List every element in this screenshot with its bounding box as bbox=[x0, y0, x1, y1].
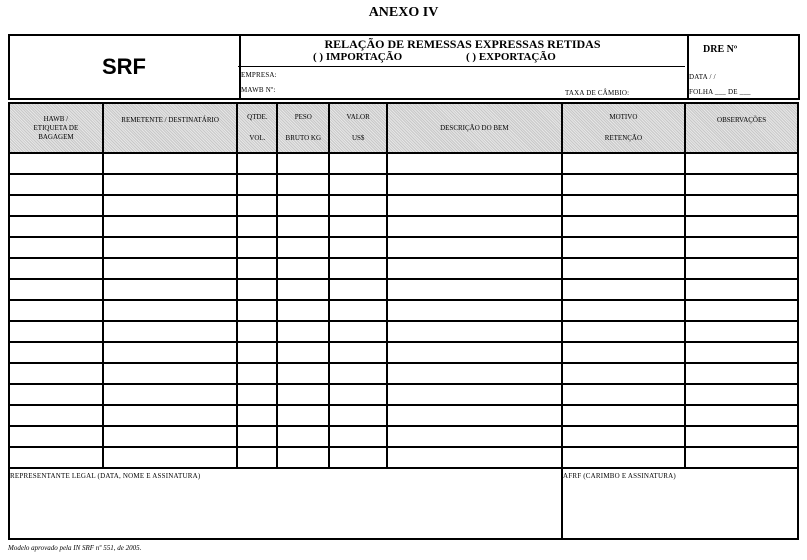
table-cell[interactable] bbox=[277, 279, 329, 300]
legal-representative-label: REPRESENTANTE LEGAL (DATA, NOME E ASSINATURA) bbox=[10, 472, 201, 480]
table-cell[interactable] bbox=[9, 321, 103, 342]
table-cell[interactable] bbox=[9, 174, 103, 195]
table-cell[interactable] bbox=[562, 174, 686, 195]
table-cell[interactable] bbox=[237, 195, 277, 216]
import-option[interactable]: ( ) IMPORTAÇÃO bbox=[313, 51, 403, 63]
table-cell[interactable] bbox=[562, 321, 686, 342]
table-cell[interactable] bbox=[562, 279, 686, 300]
table-row bbox=[9, 447, 798, 468]
table-cell[interactable] bbox=[103, 279, 238, 300]
col-sender-recipient: REMETENTE / DESTINATÁRIO bbox=[103, 103, 238, 153]
table-cell[interactable] bbox=[103, 426, 238, 447]
table-cell[interactable] bbox=[685, 258, 798, 279]
table-cell[interactable] bbox=[562, 363, 686, 384]
footer-note: Modelo aprovado pela IN SRF nº 551, de 2005. bbox=[8, 544, 142, 552]
table-cell[interactable] bbox=[329, 195, 387, 216]
table-cell[interactable] bbox=[685, 321, 798, 342]
table-row bbox=[9, 279, 798, 300]
col-reason: MOTIVO RETENÇÃO bbox=[562, 103, 686, 153]
table-cell[interactable] bbox=[329, 363, 387, 384]
table-row bbox=[9, 258, 798, 279]
table-cell[interactable] bbox=[103, 321, 238, 342]
table-cell[interactable] bbox=[685, 342, 798, 363]
table-cell[interactable] bbox=[685, 363, 798, 384]
table-cell[interactable] bbox=[9, 258, 103, 279]
table-cell[interactable] bbox=[562, 384, 686, 405]
table-cell[interactable] bbox=[387, 321, 561, 342]
table-cell[interactable] bbox=[387, 174, 561, 195]
table-cell[interactable] bbox=[277, 258, 329, 279]
table-cell[interactable] bbox=[277, 426, 329, 447]
page-title: ANEXO IV bbox=[368, 5, 439, 20]
table-cell[interactable] bbox=[237, 300, 277, 321]
export-option[interactable]: ( ) EXPORTAÇÃO bbox=[466, 51, 556, 63]
table-cell[interactable] bbox=[103, 216, 238, 237]
table-cell[interactable] bbox=[387, 426, 561, 447]
table-cell[interactable] bbox=[329, 426, 387, 447]
table-cell[interactable] bbox=[685, 216, 798, 237]
table-row bbox=[9, 237, 798, 258]
table-cell[interactable] bbox=[277, 216, 329, 237]
table-row bbox=[9, 384, 798, 405]
table-cell[interactable] bbox=[685, 405, 798, 426]
table-cell[interactable] bbox=[685, 300, 798, 321]
table-cell[interactable] bbox=[562, 153, 686, 174]
table-cell[interactable] bbox=[9, 279, 103, 300]
table-cell[interactable] bbox=[9, 216, 103, 237]
table-cell[interactable] bbox=[277, 447, 329, 468]
auditor-label: AFRF (CARIMBO E ASSINATURA) bbox=[563, 472, 676, 480]
table-cell[interactable] bbox=[9, 447, 103, 468]
table-cell[interactable] bbox=[237, 279, 277, 300]
table-cell[interactable] bbox=[237, 342, 277, 363]
table-cell[interactable] bbox=[237, 384, 277, 405]
empresa-field[interactable]: EMPRESA: bbox=[241, 71, 277, 79]
table-body bbox=[9, 153, 798, 468]
table-cell[interactable] bbox=[237, 405, 277, 426]
table-cell[interactable] bbox=[329, 405, 387, 426]
table-row bbox=[9, 363, 798, 384]
table-cell[interactable] bbox=[562, 258, 686, 279]
table-cell[interactable] bbox=[562, 195, 686, 216]
dre-number-label: DRE Nº bbox=[703, 44, 738, 55]
table-cell[interactable] bbox=[277, 237, 329, 258]
table-cell[interactable] bbox=[329, 321, 387, 342]
table-cell[interactable] bbox=[685, 174, 798, 195]
table-header-row bbox=[9, 103, 798, 153]
mawb-field[interactable]: MAWB Nº: bbox=[241, 86, 276, 94]
col-value: VALOR US$ bbox=[329, 103, 387, 153]
table-row bbox=[9, 321, 798, 342]
table-cell[interactable] bbox=[9, 237, 103, 258]
table-cell[interactable] bbox=[329, 384, 387, 405]
table-cell[interactable] bbox=[685, 237, 798, 258]
table-cell[interactable] bbox=[9, 300, 103, 321]
table-cell[interactable] bbox=[685, 279, 798, 300]
table-cell[interactable] bbox=[685, 447, 798, 468]
sheet-field[interactable]: FOLHA ___ DE ___ bbox=[689, 88, 751, 96]
col-hawb: HAWB / ETIQUETA DE BAGAGEM bbox=[9, 103, 103, 153]
col-description: DESCRIÇÃO DO BEM bbox=[387, 103, 561, 153]
shipments-table bbox=[8, 102, 799, 469]
table-cell[interactable] bbox=[237, 237, 277, 258]
table-cell[interactable] bbox=[562, 237, 686, 258]
table-cell[interactable] bbox=[562, 300, 686, 321]
table-cell[interactable] bbox=[9, 426, 103, 447]
table-cell[interactable] bbox=[103, 237, 238, 258]
table-cell[interactable] bbox=[9, 195, 103, 216]
table-cell[interactable] bbox=[103, 300, 238, 321]
table-row bbox=[9, 300, 798, 321]
table-cell[interactable] bbox=[277, 153, 329, 174]
col-weight: PESO BRUTO KG bbox=[277, 103, 329, 153]
form-title: RELAÇÃO DE REMESSAS EXPRESSAS RETIDAS bbox=[324, 37, 601, 51]
exchange-rate-field[interactable]: TAXA DE CÂMBIO: bbox=[565, 89, 630, 97]
table-cell[interactable] bbox=[562, 426, 686, 447]
table-cell[interactable] bbox=[387, 384, 561, 405]
table-cell[interactable] bbox=[237, 447, 277, 468]
table-cell[interactable] bbox=[387, 258, 561, 279]
table-cell[interactable] bbox=[103, 447, 238, 468]
table-cell[interactable] bbox=[237, 321, 277, 342]
table-cell[interactable] bbox=[387, 237, 561, 258]
table-row bbox=[9, 216, 798, 237]
table-cell[interactable] bbox=[329, 258, 387, 279]
table-cell[interactable] bbox=[387, 342, 561, 363]
table-cell[interactable] bbox=[237, 153, 277, 174]
table-cell[interactable] bbox=[277, 405, 329, 426]
table-cell[interactable] bbox=[237, 216, 277, 237]
table-cell[interactable] bbox=[685, 195, 798, 216]
table-cell[interactable] bbox=[329, 300, 387, 321]
table-cell[interactable] bbox=[329, 216, 387, 237]
table-cell[interactable] bbox=[387, 195, 561, 216]
table-cell[interactable] bbox=[387, 447, 561, 468]
table-cell[interactable] bbox=[387, 405, 561, 426]
table-cell[interactable] bbox=[9, 405, 103, 426]
table-cell[interactable] bbox=[562, 216, 686, 237]
table-cell[interactable] bbox=[277, 300, 329, 321]
table-cell[interactable] bbox=[329, 342, 387, 363]
table-cell[interactable] bbox=[237, 363, 277, 384]
table-row bbox=[9, 405, 798, 426]
table-cell[interactable] bbox=[103, 342, 238, 363]
table-cell[interactable] bbox=[9, 153, 103, 174]
table-cell[interactable] bbox=[237, 426, 277, 447]
table-cell[interactable] bbox=[103, 405, 238, 426]
table-cell[interactable] bbox=[103, 195, 238, 216]
table-cell[interactable] bbox=[237, 258, 277, 279]
table-cell[interactable] bbox=[329, 447, 387, 468]
table-cell[interactable] bbox=[562, 342, 686, 363]
table-cell[interactable] bbox=[562, 405, 686, 426]
col-observations: OBSERVAÇÕES bbox=[685, 103, 798, 153]
table-cell[interactable] bbox=[9, 384, 103, 405]
table-cell[interactable] bbox=[103, 363, 238, 384]
table-cell[interactable] bbox=[103, 153, 238, 174]
table-cell[interactable] bbox=[387, 153, 561, 174]
table-cell[interactable] bbox=[277, 363, 329, 384]
date-field[interactable]: DATA / / bbox=[689, 73, 716, 81]
table-cell[interactable] bbox=[9, 342, 103, 363]
table-cell[interactable] bbox=[562, 447, 686, 468]
header-divider bbox=[238, 66, 685, 67]
table-cell[interactable] bbox=[329, 153, 387, 174]
table-cell[interactable] bbox=[103, 174, 238, 195]
table-cell[interactable] bbox=[329, 279, 387, 300]
col-quantity: QTDE. VOL. bbox=[237, 103, 277, 153]
table-row bbox=[9, 153, 798, 174]
table-cell[interactable] bbox=[237, 174, 277, 195]
table-row bbox=[9, 174, 798, 195]
table-cell[interactable] bbox=[103, 384, 238, 405]
table-cell[interactable] bbox=[277, 195, 329, 216]
table-cell[interactable] bbox=[387, 300, 561, 321]
table-cell[interactable] bbox=[277, 321, 329, 342]
table-cell[interactable] bbox=[329, 237, 387, 258]
table-cell[interactable] bbox=[685, 153, 798, 174]
table-cell[interactable] bbox=[277, 342, 329, 363]
table-cell[interactable] bbox=[387, 363, 561, 384]
agency-label: SRF bbox=[102, 54, 146, 79]
table-cell[interactable] bbox=[387, 279, 561, 300]
table-cell[interactable] bbox=[387, 216, 561, 237]
table-row bbox=[9, 195, 798, 216]
table-cell[interactable] bbox=[685, 426, 798, 447]
table-row bbox=[9, 342, 798, 363]
table-cell[interactable] bbox=[277, 174, 329, 195]
table-cell[interactable] bbox=[103, 258, 238, 279]
table-cell[interactable] bbox=[329, 174, 387, 195]
table-cell[interactable] bbox=[685, 384, 798, 405]
table-cell[interactable] bbox=[9, 363, 103, 384]
table-cell[interactable] bbox=[277, 384, 329, 405]
table-row bbox=[9, 426, 798, 447]
